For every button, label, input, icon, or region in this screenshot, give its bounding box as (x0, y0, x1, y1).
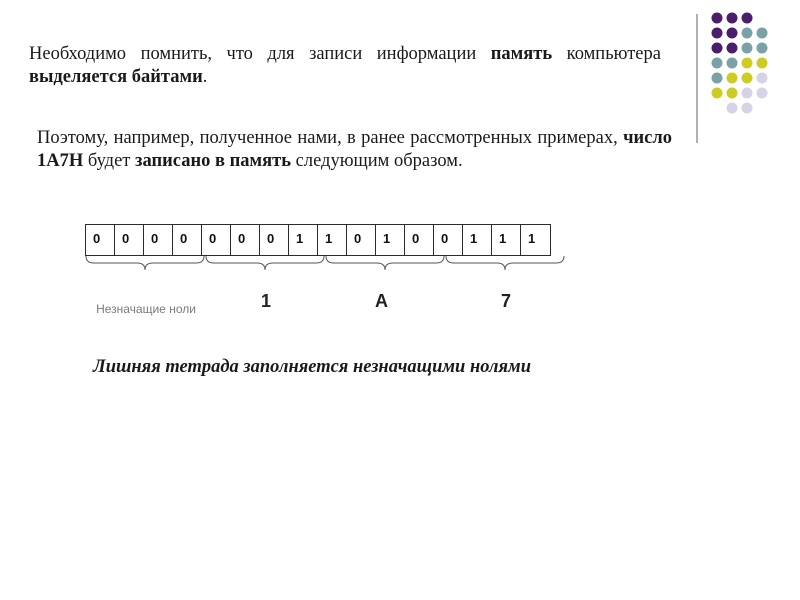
decorative-dot (742, 58, 753, 69)
bit-cell: 1 (492, 225, 521, 255)
decorative-dot (742, 13, 753, 24)
intro-text: . (202, 67, 208, 87)
bit-cell: 1 (528, 231, 536, 246)
decorative-dot (712, 28, 723, 39)
bit-cell: 1 (376, 225, 405, 255)
bit-cell: 0 (260, 225, 289, 255)
hex-digit-label: 7 (501, 291, 512, 311)
bit-cell: 0 (405, 225, 434, 255)
decorative-dot (757, 28, 768, 39)
decorative-dot (742, 43, 753, 54)
bit-cell: 1 (463, 225, 492, 255)
decorative-dot (727, 103, 738, 114)
intro-emphasis-bytes: выделяется байтами (29, 67, 203, 87)
decorative-dot (712, 43, 723, 54)
decorative-dot (712, 88, 723, 99)
bit-cell: 0 (231, 225, 260, 255)
bit-cell: 0 (86, 225, 115, 255)
decorative-dot (727, 13, 738, 24)
intro-text: Необходимо помнить, что для записи информации (29, 44, 491, 64)
example-emphasis-written: записано в память (135, 151, 292, 171)
decorative-dot (757, 58, 768, 69)
leading-zeros-label: Незначащие ноли (96, 302, 196, 316)
decorative-dot (727, 73, 738, 84)
bit-cell: 1 (318, 225, 347, 255)
decorative-dot (727, 28, 738, 39)
decorative-dot (712, 73, 723, 84)
bit-group-braces (86, 256, 564, 270)
bit-cell-row (85, 224, 551, 256)
decorative-dot (742, 73, 753, 84)
intro-text: компьютера (552, 44, 661, 64)
decorative-dot (712, 13, 723, 24)
intro-paragraph (29, 43, 661, 89)
example-text: следующим образом. (291, 151, 463, 171)
hex-digit-label: A (375, 291, 388, 311)
example-emphasis-number: число 1А7Н (37, 128, 672, 171)
bit-cell: 0 (202, 225, 231, 255)
decorative-dot (727, 88, 738, 99)
brace-hex-1 (206, 256, 324, 270)
decorative-dot (757, 43, 768, 54)
bit-cell: 0 (434, 225, 463, 255)
decorative-dot-grid (712, 13, 768, 114)
brace-leading-zeros (86, 256, 204, 270)
bit-cell: 0 (173, 225, 202, 255)
example-text: будет (83, 151, 136, 171)
hex-digit-label: 1 (261, 291, 272, 311)
bit-cell: 1 (289, 225, 318, 255)
brace-hex-A (326, 256, 444, 270)
decorative-dot (757, 73, 768, 84)
bit-cell: 0 (347, 225, 376, 255)
footer-note: Лишняя тетрада заполняется незначащими нолями (93, 357, 531, 377)
decorative-dot (742, 103, 753, 114)
bit-cell: 0 (144, 225, 173, 255)
decorative-dot (727, 43, 738, 54)
brace-hex-7 (446, 256, 564, 270)
decorative-dot (757, 88, 768, 99)
decorative-dot (727, 58, 738, 69)
decorative-dot (712, 58, 723, 69)
decorative-dot (742, 28, 753, 39)
example-text: Поэтому, например, полученное нами, в ранее рассмотренных примерах, (37, 128, 624, 148)
decorative-dot (742, 88, 753, 99)
bit-cell: 0 (115, 225, 144, 255)
intro-emphasis-memory: память (490, 44, 553, 64)
example-paragraph (37, 127, 672, 173)
